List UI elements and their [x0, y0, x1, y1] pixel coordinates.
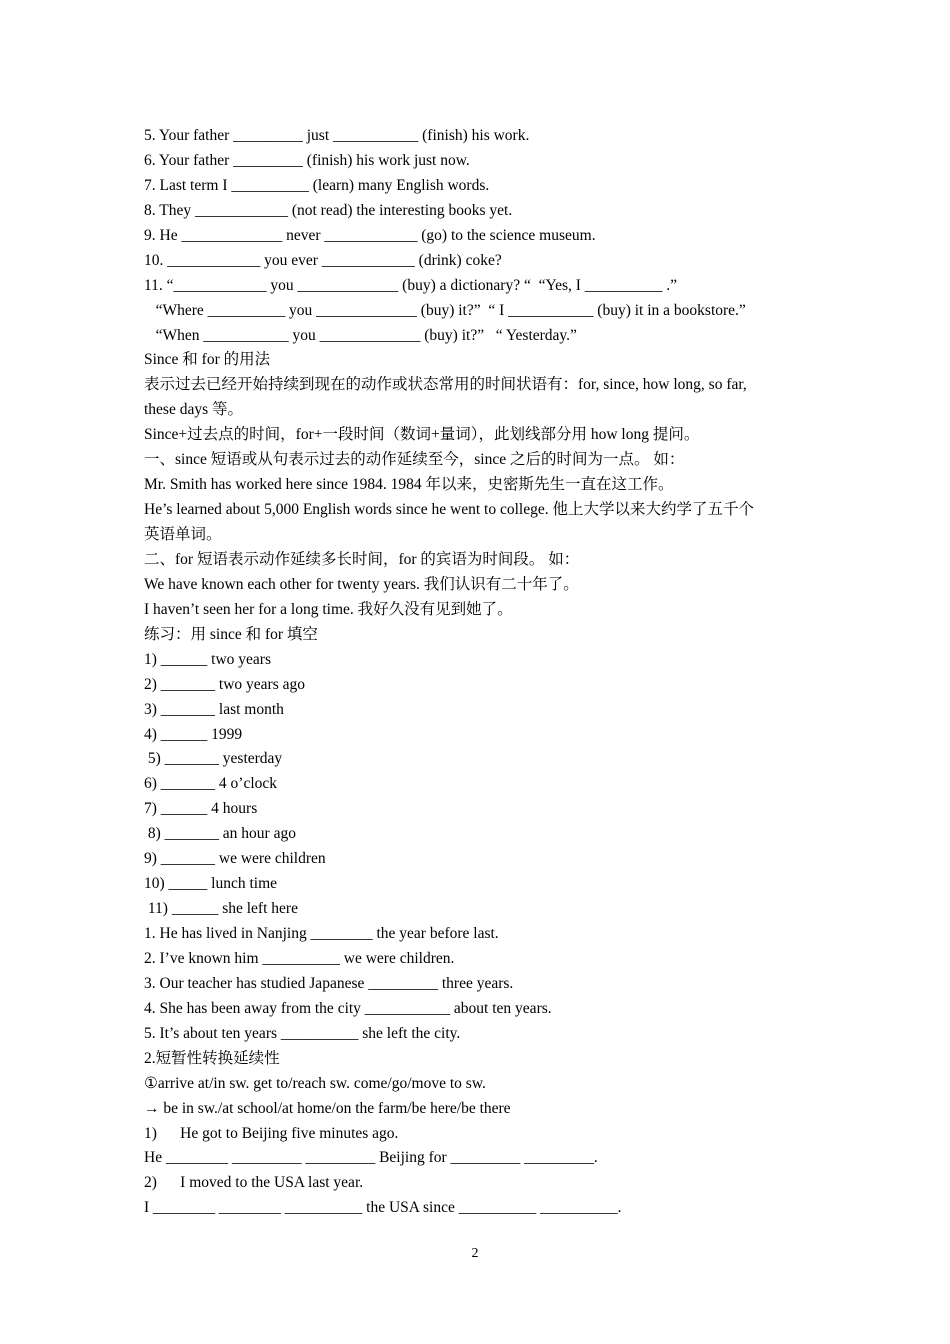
practice-item: 3) _______ last month — [144, 700, 284, 718]
rule-since-heading: 一、since 短语或从句表示过去的动作延续至今，since 之后的时间为一点。 如： — [144, 451, 685, 469]
sentence-exercise: 5. It’s about ten years __________ she left the city. — [144, 1024, 461, 1042]
example-sentence: He’s learned about 5,000 English words since he went to college. 他上大学以来大约学了五千个 — [144, 501, 754, 519]
practice-item: 9) _______ we were children — [144, 850, 326, 868]
exercise-line-11-where: “Where __________ you _____________ (buy) it?” “ I ___________ (buy) it in a bookstore.” — [144, 301, 746, 319]
practice-item: 6) _______ 4 o’clock — [144, 775, 278, 793]
conversion-blank: He ________ _________ _________ Beijing for _________ _________. — [144, 1149, 598, 1167]
practice-item: 4) ______ 1999 — [144, 725, 243, 743]
exercise-line-5: 5. Your father _________ just ___________ (finish) his work. — [144, 127, 530, 144]
practice-heading: 练习：用 since 和 for 填空 — [144, 625, 318, 643]
sentence-exercise: 1. He has lived in Nanjing ________ the year before last. — [144, 925, 499, 942]
sentence-exercise: 2. I’ve known him __________ we were children. — [144, 949, 455, 967]
practice-item: 8) _______ an hour ago — [144, 825, 296, 843]
practice-item: 5) _______ yesterday — [144, 750, 283, 768]
exercise-line-8: 8. They ____________ (not read) the interesting books yet. — [144, 201, 513, 219]
conversion-example: 2) I moved to the USA last year. — [144, 1174, 364, 1192]
practice-item: 7) ______ 4 hours — [144, 800, 258, 818]
exercise-line-6: 6. Your father _________ (finish) his work just now. — [144, 151, 470, 169]
explanation-line: 表示过去已经开始持续到现在的动作或状态常用的时间状语有：for, since, how long, so far, — [144, 376, 747, 394]
exercise-line-10: 10. ____________ you ever ____________ (drink) coke? — [144, 251, 502, 269]
practice-item: 10) _____ lunch time — [144, 875, 278, 893]
rule-for-heading: 二、for 短语表示动作延续多长时间，for 的宾语为时间段。 如： — [144, 550, 580, 568]
explanation-line: these days 等。 — [144, 401, 244, 419]
section-heading-since-for: Since 和 for 的用法 — [144, 351, 271, 369]
conversion-blank: I ________ ________ __________ the USA since __________ __________. — [144, 1199, 622, 1217]
exercise-line-11: 11. “____________ you _____________ (buy) a dictionary? “ “Yes, I __________ .” — [144, 276, 677, 294]
exercise-line-11-when: “When ___________ you _____________ (buy) it?” “ Yesterday.” — [144, 326, 577, 344]
example-sentence: We have known each other for twenty years. 我们认识有二十年了。 — [144, 575, 579, 593]
example-sentence: 英语单词。 — [144, 526, 222, 543]
conversion-rule: → be in sw./at school/at home/on the farm/be here/be there — [144, 1099, 511, 1117]
practice-item: 1) ______ two years — [144, 650, 271, 668]
sentence-exercise: 3. Our teacher has studied Japanese _________ three years. — [144, 974, 514, 992]
conversion-rule: ①arrive at/in sw. get to/reach sw. come/go/move to sw. — [144, 1074, 486, 1092]
practice-item: 2) _______ two years ago — [144, 675, 305, 693]
sentence-exercise: 4. She has been away from the city ___________ about ten years. — [144, 999, 552, 1017]
exercise-line-7: 7. Last term I __________ (learn) many English words. — [144, 176, 490, 194]
example-sentence: Mr. Smith has worked here since 1984. 1984 年以来，史密斯先生一直在这工作。 — [144, 476, 674, 494]
conversion-example: 1) He got to Beijing five minutes ago. — [144, 1124, 399, 1142]
example-sentence: I haven’t seen her for a long time. 我好久没有见到她了。 — [144, 600, 513, 618]
exercise-line-9: 9. He _____________ never ____________ (go) to the science museum. — [144, 226, 596, 244]
practice-item: 11) ______ she left here — [144, 900, 298, 918]
document-body — [144, 124, 809, 1221]
section-heading-conversion: 2.短暂性转换延续性 — [144, 1049, 280, 1067]
page-number: 2 — [471, 1246, 479, 1261]
explanation-line: Since+过去点的时间，for+一段时间（数词+量词），此划线部分用 how long 提问。 — [144, 426, 700, 444]
